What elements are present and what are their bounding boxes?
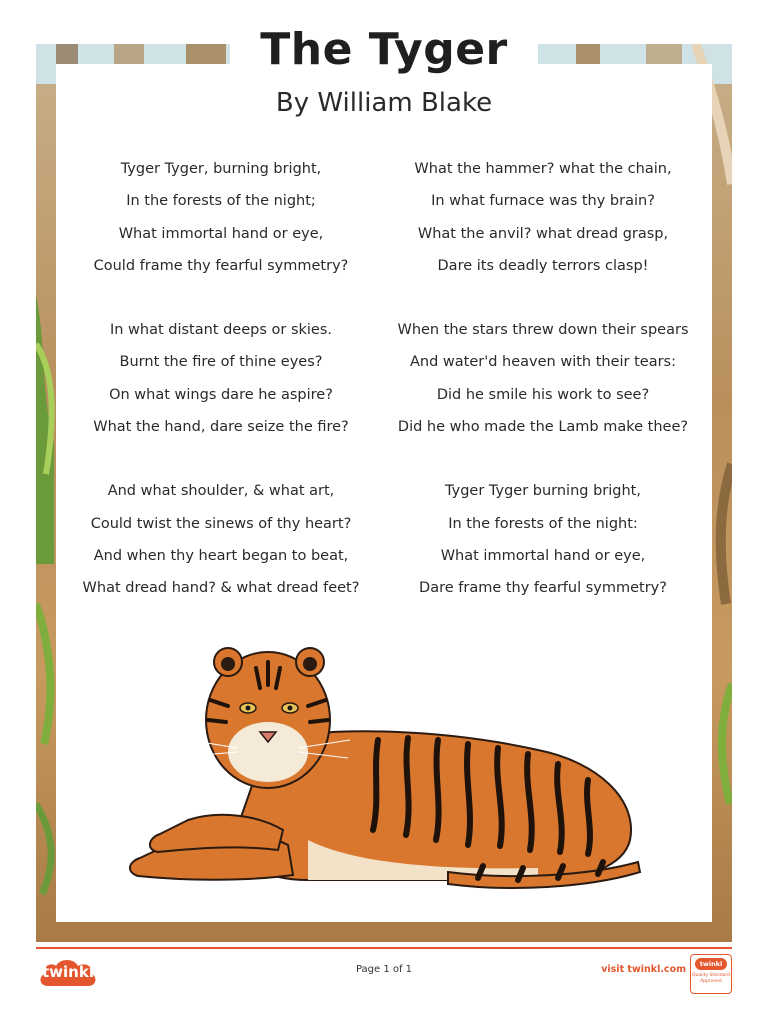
tiger-illustration [118, 640, 648, 890]
poem-right-column [378, 156, 708, 640]
poem-line: On what wings dare he aspire? [109, 386, 333, 403]
poem-line: When the stars threw down their spears [397, 322, 689, 339]
poem-line: Dare frame thy fearful symmetry? [419, 580, 667, 597]
quality-badge [690, 954, 732, 994]
poem-line: In the forests of the night; [126, 193, 316, 210]
stanza [378, 478, 708, 607]
stanza [378, 156, 708, 285]
visit-link[interactable]: visit twinkl.com [601, 964, 686, 975]
poem-line: And water'd heaven with their tears: [410, 354, 676, 371]
poem-line: And what shoulder, & what art, [107, 483, 335, 500]
logo-text: twinkl [42, 963, 94, 981]
poem-line: What immortal hand or eye, [118, 225, 324, 242]
poem-line: Could frame thy fearful symmetry? [93, 257, 349, 274]
badge-text: Quality Standard Approved [692, 973, 730, 984]
poem-left-column [56, 156, 386, 640]
poem-line: In what furnace was thy brain? [431, 193, 655, 210]
poem-line: And when thy heart began to beat, [93, 547, 349, 564]
poem-line: Tyger Tyger, burning bright, [120, 161, 322, 177]
footer-divider [36, 947, 732, 949]
poem-line: Tyger Tyger burning bright, [445, 483, 641, 500]
poem-line: What the hand, dare seize the fire? [93, 419, 349, 436]
poem-line: What immortal hand or eye, [440, 547, 646, 564]
poem-line: Burnt the fire of thine eyes? [119, 354, 323, 371]
badge-title: twinkl [695, 958, 727, 970]
stanza [56, 478, 386, 607]
page-number: Page 1 of 1 [355, 964, 413, 975]
poem-line: Dare its deadly terrors clasp! [437, 257, 649, 274]
poem-line: What the anvil? what dread grasp, [417, 225, 669, 242]
author-subtitle: By William Blake [275, 88, 493, 118]
stanza [56, 317, 386, 446]
poem-line: Did he who made the Lamb make thee? [397, 419, 689, 436]
poem-line: Could twist the sinews of thy heart? [90, 515, 352, 532]
poem-line: What the hammer? what the chain, [414, 161, 672, 177]
stanza [56, 156, 386, 285]
page-title: The Tyger [260, 24, 508, 75]
poem-line: What dread hand? & what dread feet? [82, 580, 360, 597]
poem-line: In the forests of the night: [448, 515, 638, 532]
poem-line: Did he smile his work to see? [436, 386, 650, 403]
poem-line: In what distant deeps or skies. [109, 322, 333, 339]
stanza [378, 317, 708, 446]
